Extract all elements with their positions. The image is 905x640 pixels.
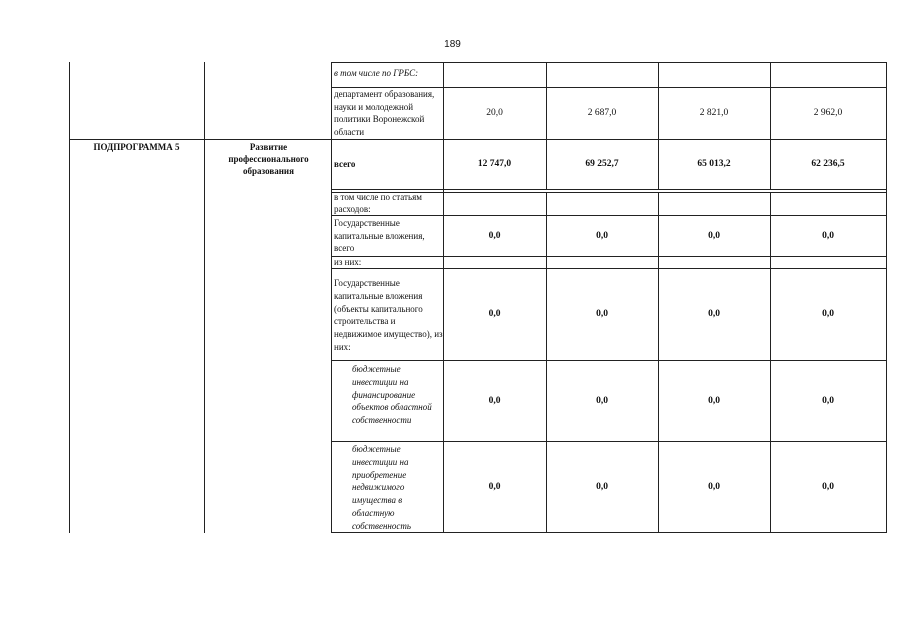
program-title: Развитие профессионального образования (228, 142, 309, 176)
total-value-1: 12 747,0 (477, 159, 512, 170)
capital-total-value-1: 0,0 (488, 230, 501, 241)
capital-total-label: Государственные капитальные вложения, всего (334, 218, 425, 253)
grid-line (331, 62, 332, 533)
grid-line (331, 62, 887, 63)
capital-objects-value-1: 0,0 (488, 309, 501, 320)
program-label: ПОДПРОГРАММА 5 (93, 142, 180, 152)
department-value-3: 2 821,0 (699, 108, 729, 119)
budget-financing-value-4: 0,0 (822, 395, 834, 406)
department-label: департамент образования, науки и молодежной политики Воронежской области (334, 89, 435, 137)
budget-financing-value-3: 0,0 (708, 395, 720, 406)
total-label: всего (334, 159, 356, 169)
grid-line (886, 62, 887, 533)
capital-objects-value-4: 0,0 (822, 309, 834, 320)
budget-acquisition-value-4: 0,0 (822, 481, 834, 492)
grid-line (331, 189, 887, 190)
budget-acquisition-value-2: 0,0 (596, 481, 608, 492)
by-articles-label: в том числе по статьям расходов: (334, 192, 422, 214)
capital-total-value-3: 0,0 (708, 230, 720, 241)
capital-total-value-2: 0,0 (596, 230, 608, 241)
department-value-2: 2 687,0 (587, 108, 617, 119)
total-value-4: 62 236,5 (811, 159, 845, 170)
page-number: 189 (444, 39, 461, 50)
capital-objects-value-3: 0,0 (708, 309, 720, 320)
total-value-3: 65 013,2 (697, 159, 731, 170)
budget-acquisition-value-1: 0,0 (488, 481, 501, 492)
grid-line (69, 62, 70, 533)
budget-acquisition-value-3: 0,0 (708, 481, 720, 492)
grid-line (204, 62, 205, 533)
department-value-4: 2 962,0 (813, 108, 843, 119)
of-which-label: из них: (334, 257, 362, 267)
budget-financing-label: бюджетные инвестиции на финансирование объектов областной собственности (352, 364, 432, 426)
capital-objects-label: Государственные капитальные вложения (объекты капитального строительства и недвижимое имущество), из них: (334, 278, 443, 352)
budget-financing-value-1: 0,0 (488, 395, 501, 406)
budget-acquisition-label: бюджетные инвестиции на приобретение недвижимого имущества в областную собственность (352, 444, 411, 531)
total-value-2: 69 252,7 (585, 159, 619, 170)
capital-objects-value-2: 0,0 (596, 309, 608, 320)
budget-financing-value-2: 0,0 (596, 395, 608, 406)
capital-total-value-4: 0,0 (822, 230, 834, 241)
department-value-1: 20,0 (486, 108, 503, 119)
grbs-header-label: в том числе по ГРБС: (334, 68, 419, 78)
